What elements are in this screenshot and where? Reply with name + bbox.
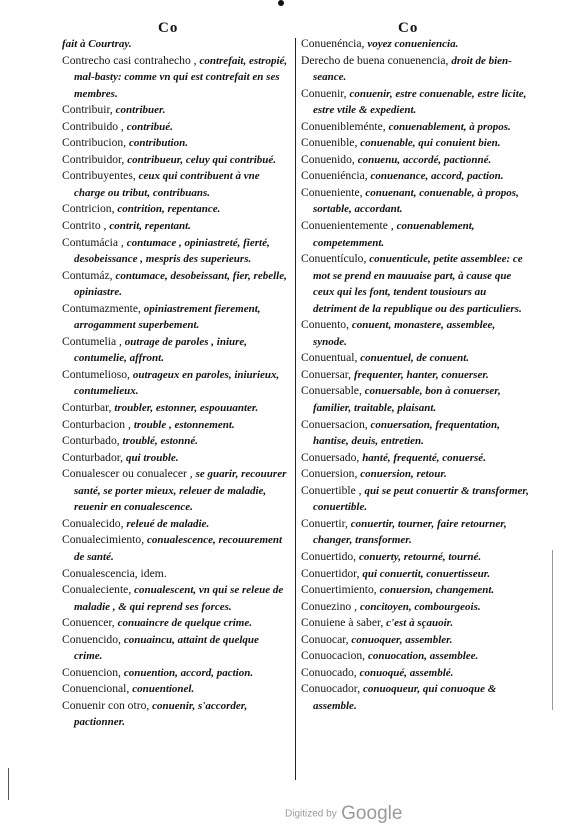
dictionary-entry xyxy=(62,334,290,367)
entry-headword: Conuersar, xyxy=(301,367,354,381)
entry-headword: Conuocar, xyxy=(301,632,352,646)
entry-headword: Conturbado, xyxy=(62,434,123,448)
google-logo: Google xyxy=(341,803,403,824)
entry-translation: troublé, estonné. xyxy=(122,435,199,448)
entry-translation: conuerty, retourné, tourné. xyxy=(358,550,482,563)
entry-translation: conuocation, assemblee. xyxy=(367,650,479,663)
entry-translation: conualescent, vn qui se releue de maladie , & qui reprend ses forces. xyxy=(74,584,284,613)
dictionary-entry xyxy=(301,615,529,632)
entry-headword: Conuentículo, xyxy=(301,252,370,266)
entry-headword: Contribuyentes, xyxy=(62,169,139,183)
entry-headword: Conuertir, xyxy=(301,516,351,530)
entry-translation: conuersation, frequentation, hantise, deuis, entretien. xyxy=(313,418,500,448)
entry-headword: Conuiene à saber, xyxy=(301,616,387,630)
dictionary-entry xyxy=(301,450,529,467)
entry-translation: se guarir, recouurer santé, se porter mieux, releuer de maladie, reuenir en conualescence. xyxy=(74,468,287,514)
dictionary-entry xyxy=(301,119,529,136)
dictionary-entry xyxy=(301,350,529,367)
entry-translation: conuersable, bon à conuerser, familier, traitable, plaisant. xyxy=(313,385,501,415)
entry-translation: contribuer. xyxy=(115,104,166,117)
entry-headword: Conueniente, xyxy=(301,185,366,199)
dictionary-entry xyxy=(62,615,290,632)
dictionary-entry xyxy=(62,367,290,400)
dictionary-entry xyxy=(62,400,290,417)
entry-translation: conuersion, retour. xyxy=(360,468,447,481)
entry-headword: Conualecido, xyxy=(62,516,127,530)
entry-headword: Contribucion, xyxy=(62,136,129,150)
entry-headword: Conuenibleménte, xyxy=(301,119,389,133)
dictionary-entry xyxy=(62,433,290,450)
entry-translation: conuaincu, attaint de quelque crime. xyxy=(74,633,259,663)
entry-translation: conuenablement, competemment. xyxy=(313,220,475,249)
digitized-watermark xyxy=(285,803,402,825)
dictionary-entry xyxy=(62,532,290,565)
dictionary-entry xyxy=(301,168,529,185)
entry-translation: contumace , opiniastreté, fierté, desobeissance , mespris des superieurs. xyxy=(74,236,270,266)
entry-headword: Conuenido, xyxy=(301,152,358,166)
entry-headword: Conualescer ou conualecer , xyxy=(62,467,196,481)
entry-translation: contrition, repentance. xyxy=(117,203,221,216)
entry-headword: Conuenientemente , xyxy=(301,219,397,233)
entry-translation: conuenablement, à propos. xyxy=(388,120,511,133)
entry-translation: hanté, frequenté, conuersé. xyxy=(362,451,486,464)
entry-translation: outrage de paroles , iniure, contumelie, affront. xyxy=(74,335,248,365)
entry-translation: contrit, repentant. xyxy=(109,220,191,233)
entry-headword: Conuezino , xyxy=(301,599,360,613)
dictionary-entry xyxy=(62,36,290,53)
dictionary-entry xyxy=(62,119,290,136)
dictionary-entry xyxy=(62,168,290,201)
entry-translation: conuoqueur, qui conuoque & assemble. xyxy=(313,683,497,712)
entry-translation: frequenter, hanter, conuerser. xyxy=(353,368,489,381)
entry-translation: conuoquer, assembler. xyxy=(351,633,453,646)
entry-headword: Conuento, xyxy=(301,318,352,332)
entry-headword: Conuenible, xyxy=(301,136,361,150)
dictionary-entry xyxy=(62,516,290,533)
entry-headword: Contumazmente, xyxy=(62,301,144,315)
right-column xyxy=(301,36,529,714)
entry-translation: outrageux en paroles, iniurieux, contumelieux. xyxy=(74,368,280,398)
entry-translation: qui trouble. xyxy=(125,451,179,464)
left-running-header: Co xyxy=(158,20,179,36)
left-column xyxy=(62,36,290,731)
entry-headword: Conuertido, xyxy=(301,549,359,563)
right-running-header: Co xyxy=(398,20,419,36)
entry-headword: Conuersacion, xyxy=(301,417,371,431)
entry-headword: Conuenir, xyxy=(301,86,350,100)
entry-headword: Contricion, xyxy=(62,202,118,216)
entry-headword: Contribuido , xyxy=(62,119,127,133)
entry-translation: conuenu, accordé, pactionné. xyxy=(357,153,492,166)
dictionary-entry xyxy=(62,466,290,516)
entry-headword: Contrecho casi contrahecho , xyxy=(62,53,200,67)
entry-translation: conuersion, changement. xyxy=(379,584,495,597)
entry-translation: conuenticule, petite assemblee: ce mot se prend en mauuaise part, à cause que ceux qui les font, tendent tousiours au detriment de la republique ou des particuliers. xyxy=(313,253,523,315)
dictionary-entry xyxy=(62,268,290,301)
entry-translation: conuertir, tourner, faire retourner, changer, transformer. xyxy=(313,517,507,547)
dictionary-entry xyxy=(301,152,529,169)
dictionary-entry xyxy=(301,135,529,152)
entry-translation: releué de maladie. xyxy=(126,517,210,530)
entry-translation: conuenance, accord, paction. xyxy=(370,170,504,183)
entry-translation: fait à Courtray. xyxy=(62,38,132,50)
entry-translation: conuention, accord, paction. xyxy=(123,666,254,679)
dictionary-entry xyxy=(301,483,529,516)
dictionary-entry xyxy=(301,417,529,450)
dictionary-entry xyxy=(62,665,290,682)
entry-headword: Contumáz, xyxy=(62,268,116,282)
dictionary-entry xyxy=(62,135,290,152)
dictionary-entry xyxy=(301,367,529,384)
entry-translation: concitoyen, combourgeois. xyxy=(359,600,481,613)
entry-translation: droit de bien-seance. xyxy=(313,54,512,84)
entry-translation: conualescence, recouurement de santé. xyxy=(74,534,283,563)
dictionary-entry xyxy=(62,582,290,615)
dictionary-entry xyxy=(301,566,529,583)
entry-headword: Conuenir con otro, xyxy=(62,698,153,712)
entry-translation: conuenable, qui conuient bien. xyxy=(360,137,501,150)
dictionary-entry xyxy=(301,53,529,86)
dictionary-entry xyxy=(62,566,290,583)
dictionary-entry xyxy=(62,218,290,235)
entry-translation: contribution. xyxy=(128,137,188,150)
entry-translation: conuentuel, de conuent. xyxy=(360,352,470,365)
entry-translation: contribueur, celuy qui contribué. xyxy=(127,153,277,166)
entry-headword: Conuertidor, xyxy=(301,566,363,580)
entry-translation: troubler, estonner, espouuanter. xyxy=(114,402,259,415)
entry-headword: Derecho de buena conuenencia, xyxy=(301,53,452,67)
dictionary-entry xyxy=(301,251,529,317)
dictionary-entry xyxy=(301,218,529,251)
dictionary-entry xyxy=(301,36,529,53)
entry-translation: conuoqué, assemblé. xyxy=(359,666,454,679)
entry-headword: Contribuir, xyxy=(62,103,116,117)
entry-translation: conuenant, conuenable, à propos, sortable, accordant. xyxy=(313,186,519,216)
entry-headword: Conuersado, xyxy=(301,450,363,464)
entry-headword: Conuersion, xyxy=(301,467,361,481)
entry-translation: trouble , estonnement. xyxy=(133,418,235,431)
entry-translation: qui se peut conuertir & transformer, conuertible. xyxy=(313,484,529,514)
dictionary-entry xyxy=(62,417,290,434)
dictionary-entry xyxy=(62,301,290,334)
entry-translation: contumace, desobeissant, fier, rebelle, opiniastre. xyxy=(74,269,287,299)
entry-headword: Conturbacion , xyxy=(62,417,134,431)
dictionary-entry xyxy=(62,53,290,103)
entry-translation: conuentionel. xyxy=(132,683,195,696)
entry-headword: Conturbador, xyxy=(62,450,126,464)
dictionary-entry xyxy=(62,681,290,698)
dictionary-entry xyxy=(62,698,290,731)
entry-translation: conuenir, estre conuenable, estre licite, estre vtile & expedient. xyxy=(313,87,527,117)
entry-headword: Conualecimiento, xyxy=(62,533,148,547)
entry-headword: Conuencer, xyxy=(62,616,118,630)
dictionary-entry xyxy=(62,450,290,467)
dictionary-entry xyxy=(62,152,290,169)
dictionary-entry xyxy=(62,201,290,218)
margin-mark xyxy=(8,768,9,800)
dictionary-entry xyxy=(301,466,529,483)
entry-headword: Conuencional, xyxy=(62,682,133,696)
entry-headword: Conueniéncia, xyxy=(301,169,371,183)
dictionary-entry xyxy=(301,516,529,549)
dictionary-entry xyxy=(62,235,290,268)
dictionary-entry xyxy=(301,86,529,119)
dictionary-entry xyxy=(301,681,529,714)
entry-headword: Conuencido, xyxy=(62,632,124,646)
entry-headword: Conuentual, xyxy=(301,351,361,365)
entry-headword: Contumelioso, xyxy=(62,367,133,381)
entry-translation: ceux qui contribuent à vne charge ou tribut, contribuans. xyxy=(74,170,260,199)
dictionary-entry xyxy=(301,599,529,616)
entry-translation: conuenir, s'accorder, pactionner. xyxy=(74,699,248,729)
dictionary-entry xyxy=(301,632,529,649)
entry-headword: Conuenéncia, xyxy=(301,37,368,50)
dictionary-entry xyxy=(301,648,529,665)
dictionary-entry xyxy=(301,185,529,218)
entry-translation: opiniastrement fierement, arrogamment superbement. xyxy=(74,302,261,332)
entry-translation: voyez conueniencia. xyxy=(367,38,459,50)
digitized-by-label: Digitized by xyxy=(285,808,337,820)
top-dot-mark xyxy=(278,0,284,6)
entry-headword: Contrito , xyxy=(62,219,110,233)
entry-headword: Conuocacion, xyxy=(301,649,368,663)
entry-headword: Conualeciente, xyxy=(62,583,135,597)
dictionary-entry xyxy=(301,383,529,416)
dictionary-entry xyxy=(301,665,529,682)
entry-headword: Conuertimiento, xyxy=(301,583,380,597)
entry-headword: Conuersable, xyxy=(301,384,365,398)
entry-headword: Conualescencia, idem. xyxy=(62,566,167,580)
entry-headword: Conuocado, xyxy=(301,665,360,679)
entry-translation: conuent, monastere, assemblee, synode. xyxy=(313,319,496,348)
dictionary-entry xyxy=(62,632,290,665)
entry-headword: Conturbar, xyxy=(62,401,115,415)
entry-translation: contrefait, estropié, mal-basty: comme vn qui est contrefait en ses membres. xyxy=(74,54,288,100)
entry-translation: qui conuertit, conuertisseur. xyxy=(362,567,491,580)
dictionary-entry xyxy=(301,582,529,599)
column-divider xyxy=(295,38,296,780)
dictionary-entry xyxy=(301,549,529,566)
entry-headword: Conuertible , xyxy=(301,483,365,497)
entry-headword: Conuocador, xyxy=(301,682,363,696)
dictionary-entry xyxy=(301,317,529,350)
entry-translation: c'est à sçauoir. xyxy=(386,617,454,630)
entry-headword: Contumelia , xyxy=(62,334,125,348)
entry-headword: Conuencion, xyxy=(62,665,124,679)
entry-translation: contribué. xyxy=(126,120,173,133)
entry-headword: Contribuidor, xyxy=(62,152,128,166)
entry-headword: Contumácia , xyxy=(62,235,127,249)
dictionary-entry xyxy=(62,102,290,119)
entry-translation: conuaincre de quelque crime. xyxy=(117,617,252,630)
gutter-shadow xyxy=(552,550,553,710)
